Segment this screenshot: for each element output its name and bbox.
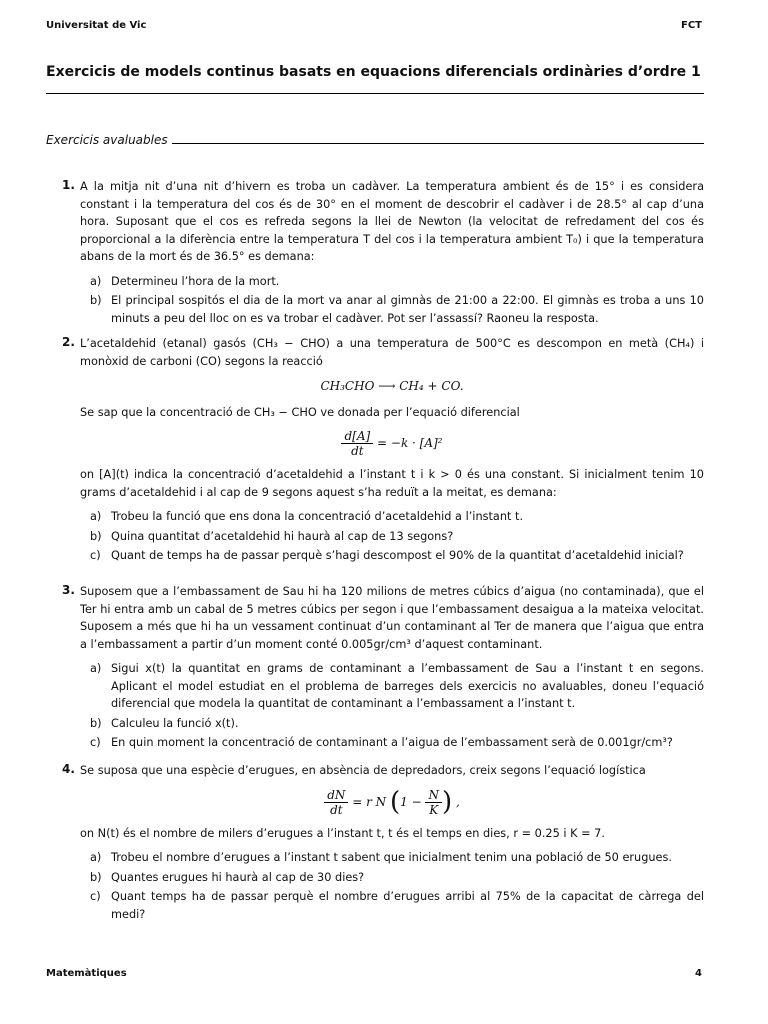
fraction-numerator: dN: [324, 788, 348, 803]
exercise-number: 2.: [62, 335, 75, 349]
page-title: Exercicis de models continus basats en equacions diferencials ordinàries d’ordre 1: [46, 64, 701, 80]
sub-question-text: Trobeu la funció que ens dona la concentració d’acetaldehid a l’instant t.: [111, 510, 524, 523]
fraction-denominator: dt: [330, 802, 343, 817]
sub-question-label: b): [90, 294, 102, 307]
header-institution: Universitat de Vic: [46, 20, 147, 31]
sub-question: [80, 528, 704, 546]
right-paren: ): [441, 786, 453, 817]
header-faculty: FCT: [681, 20, 702, 31]
sub-question-label: a): [90, 510, 102, 523]
sub-question-label: b): [90, 529, 102, 543]
title-rule: [46, 93, 704, 94]
sub-question: [80, 508, 704, 526]
exercise-statement: Se suposa que una espècie d’erugues, en absència de depredadors, creix segons l’equació logística: [80, 764, 646, 777]
equation-pre: 1 −: [400, 794, 426, 809]
derivative-fraction: [324, 788, 348, 817]
fraction-numerator: N: [425, 788, 442, 803]
sub-question-label: b): [90, 716, 102, 730]
sub-question: [80, 547, 704, 565]
capacity-fraction: [425, 788, 442, 817]
sub-question-label: c): [90, 549, 101, 562]
exercise-3: [62, 583, 704, 752]
footer-subject: Matemàtiques: [46, 968, 127, 979]
sub-question-text: Quina quantitat d’acetaldehid hi haurà al cap de 13 segons?: [111, 529, 454, 543]
sub-question-label: c): [90, 890, 101, 903]
equation-rhs: = −k · [A]²: [373, 436, 443, 450]
rate-equation: [80, 429, 704, 458]
exercise-4: [62, 762, 704, 923]
fraction-numerator: d[A]: [341, 429, 373, 444]
sub-question-text: Quantes erugues hi haurà al cap de 30 dies?: [111, 870, 365, 884]
exercise-statement: A la mitja nit d’una nit d’hivern es troba un cadàver. La temperatura ambient és de 15° i es considera constant i la temperatura del cos és de 30° en el moment de descobrir el cadàver i de 28.5° al cap d’una hora. Suposant que el cos es refreda segons la llei de Newton (la velocitat de refredament del cos és proporcional a la diferència entre la temperatura T del cos i la temperatura ambient T₀) i que la temperatura abans de la mort és de 36.5° es demana:: [80, 180, 704, 263]
exercise-1: [62, 178, 704, 327]
sub-question-label: a): [90, 274, 102, 288]
equation-middle: = r N: [348, 794, 390, 809]
exercise-number: 3.: [62, 583, 75, 597]
equation-post: ,: [452, 794, 460, 809]
fraction-denominator: dt: [351, 444, 364, 458]
exercise-statement: on N(t) és el nombre de milers d’erugues a l’instant t, t és el temps en dies, r = 0.25 i K = 7.: [80, 826, 605, 840]
sub-question: [80, 715, 704, 733]
section-rule: [172, 143, 704, 144]
sub-question-text: Determineu l’hora de la mort.: [111, 274, 280, 288]
sub-question: [80, 734, 704, 752]
section-heading: [46, 133, 704, 147]
sub-question-label: c): [90, 736, 101, 749]
sub-question-text: Trobeu el nombre d’erugues a l’instant t sabent que inicialment tenim una població de 50 erugues.: [111, 851, 672, 864]
reaction-equation: CH₃CHO ⟶ CH₄ + CO.: [320, 379, 464, 393]
sub-question: [80, 888, 704, 923]
exercise-number: 1.: [62, 178, 75, 192]
sub-question: [80, 660, 704, 713]
exercise-2: [62, 335, 704, 565]
sub-question-label: a): [90, 662, 102, 675]
section-title: Exercicis avaluables: [46, 133, 168, 147]
sub-question-text: El principal sospitós el dia de la mort va anar al gimnàs de 21:00 a 22:00. El gimnàs es troba a uns 10 minuts a peu del lloc on es va trobar el cadàver. Pot ser l’assassí? Raoneu la resposta.: [111, 294, 704, 325]
exercise-statement: Se sap que la concentració de CH₃ − CHO ve donada per l’equació diferencial: [80, 405, 520, 419]
sub-question: [80, 273, 704, 291]
sub-question-text: Quant de temps ha de passar perquè s’hagi descompost el 90% de la quantitat d’acetaldehid inicial?: [111, 549, 684, 562]
exercise-statement: on [A](t) indica la concentració d’acetaldehid a l’instant t i k > 0 és una constant. Si inicialment tenim 10 grams d’acetaldehid i al cap de 9 segons aquest s’ha reduït a la meitat, es demana:: [80, 468, 704, 499]
exercise-statement: L’acetaldehid (etanal) gasós (CH₃ − CHO) a una temperatura de 500°C es descompon en metà (CH₄) i monòxid de carboni (CO) segons la reacció: [80, 337, 704, 368]
sub-question: [80, 292, 704, 327]
sub-question: [80, 849, 704, 867]
derivative-fraction: [341, 429, 373, 458]
exercise-number: 4.: [62, 762, 75, 776]
fraction-denominator: K: [429, 802, 439, 817]
left-paren: (: [389, 786, 401, 817]
sub-question-text: Quant temps ha de passar perquè el nombre d’erugues arribi al 75% de la capacitat de càrrega del medi?: [111, 890, 704, 921]
logistic-equation: [80, 788, 704, 817]
sub-question-text: Sigui x(t) la quantitat en grams de contaminant a l’embassament de Sau a l’instant t en segons. Aplicant el model estudiat en el problema de barreges dels exercicis no avaluables, doneu l’equació diferencial que modela la quantitat de contaminant a l’embassament a l’instant t.: [111, 662, 704, 710]
sub-question-label: a): [90, 851, 102, 864]
sub-question-text: En quin moment la concentració de contaminant a l’aigua de l’embassament serà de 0.001gr/cm³?: [111, 736, 673, 749]
exercise-statement: Suposem que a l’embassament de Sau hi ha 120 milions de metres cúbics d’aigua (no contaminada), que el Ter hi entra amb un cabal de 5 metres cúbics per segon i que l’embassament desaigua a la mateixa velocitat. Suposem a més que hi ha un vessament continuat d’un contaminant al Ter de manera que l’aigua que entra a l’embassament a partir d’un moment conté 0.005gr/cm³ d’aquest contaminant.: [80, 585, 704, 651]
sub-question-text: Calculeu la funció x(t).: [111, 716, 239, 730]
sub-question: [80, 869, 704, 887]
page-number: 4: [695, 968, 702, 979]
sub-question-label: b): [90, 870, 102, 884]
